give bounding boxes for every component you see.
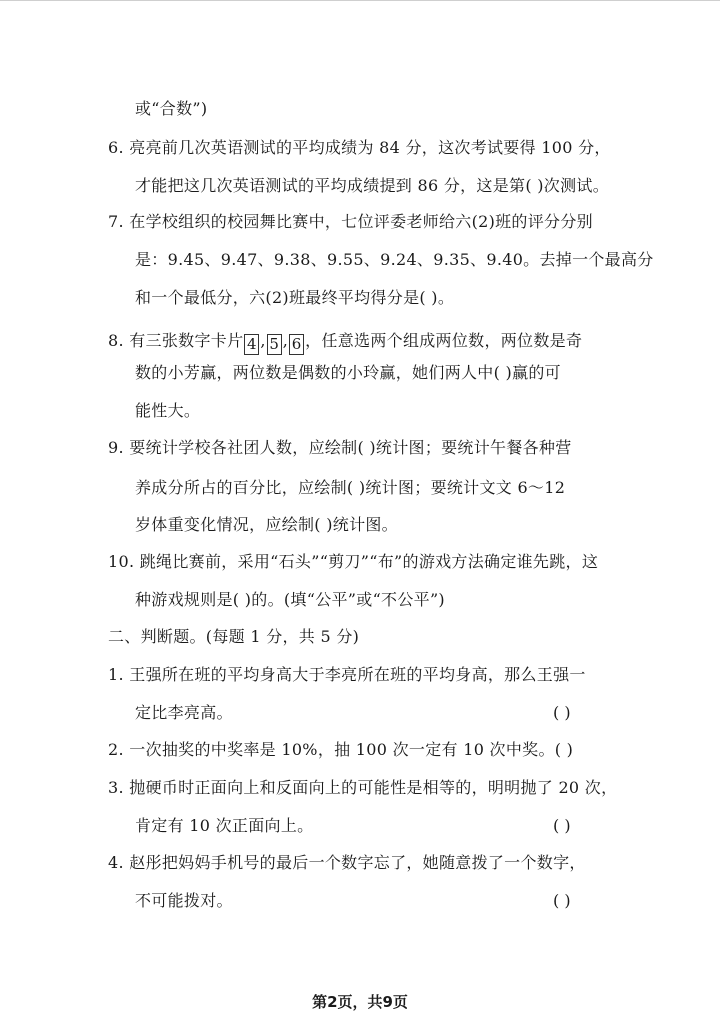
- question-number: 10.: [108, 552, 135, 571]
- judge-3-line-1: 3. 抛硬币时正面向上和反面向上的可能性是相等的，明明抛了 20 次，: [108, 778, 618, 797]
- question-9-line-2: 养成分所占的百分比，应绘制( )统计图；要统计文文 6～12: [135, 478, 566, 497]
- answer-parentheses: ( ): [553, 703, 571, 722]
- question-number: 1.: [108, 665, 124, 684]
- number-card: 5: [267, 334, 282, 355]
- question-number: 4.: [108, 853, 124, 872]
- question-number: 3.: [108, 778, 124, 797]
- question-8-line-3: 能性大。: [135, 401, 201, 420]
- question-8-line-2: 数的小芳赢，两位数是偶数的小玲赢，她们两人中( )赢的可: [135, 363, 561, 382]
- section-2-title: 二、判断题。(每题 1 分，共 5 分): [108, 627, 360, 646]
- question-number: 9.: [108, 438, 124, 457]
- question-9-line-1: 9. 要统计学校各社团人数，应绘制( )统计图；要统计午餐各种营: [108, 438, 572, 457]
- page-top-border: [0, 0, 720, 1]
- judge-4-line-2: 不可能拨对。: [135, 891, 233, 910]
- question-8-line-1: 8. 有三张数字卡片 4 , 5 , 6 ，任意选两个组成两位数，两位数是奇: [108, 331, 583, 353]
- question-6-line-1: 6. 亮亮前几次英语测试的平均成绩为 84 分，这次考试要得 100 分，: [108, 138, 611, 157]
- question-number: 7.: [108, 212, 124, 231]
- question-number: 8.: [108, 331, 124, 350]
- question-9-line-3: 岁体重变化情况，应绘制( )统计图。: [135, 515, 398, 534]
- question-10-line-2: 种游戏规则是( )的。(填“公平”或“不公平”): [135, 590, 445, 609]
- question-number: 6.: [108, 138, 124, 157]
- answer-parentheses: ( ): [553, 816, 571, 835]
- judge-3-line-2: 肯定有 10 次正面向上。: [135, 816, 314, 835]
- question-7-line-1: 7. 在学校组织的校园舞比赛中，七位评委老师给六(2)班的评分分别: [108, 212, 593, 231]
- judge-2-line-1: 2. 一次抽奖的中奖率是 10%，抽 100 次一定有 10 次中奖。( ): [108, 740, 574, 759]
- question-10-line-1: 10. 跳绳比赛前，采用“石头”“剪刀”“布”的游戏方法确定谁先跳，这: [108, 552, 599, 571]
- number-card: 4: [244, 334, 259, 355]
- judge-4-line-1: 4. 赵彤把妈妈手机号的最后一个数字忘了，她随意拨了一个数字，: [108, 853, 586, 872]
- q5-tail: 或“合数”): [135, 99, 208, 118]
- question-7-line-2: 是：9.45、9.47、9.38、9.55、9.24、9.35、9.40。去掉一个最高分: [135, 250, 654, 269]
- page-number-footer: 第2页，共9页: [312, 993, 408, 1011]
- number-card: 6: [289, 334, 304, 355]
- judge-1-line-1: 1. 王强所在班的平均身高大于李亮所在班的平均身高，那么王强一: [108, 665, 586, 684]
- question-6-line-2: 才能把这几次英语测试的平均成绩提到 86 分，这是第( )次测试。: [135, 176, 610, 195]
- answer-parentheses: ( ): [553, 891, 571, 910]
- question-7-line-3: 和一个最低分，六(2)班最终平均得分是( )。: [135, 288, 455, 307]
- judge-1-line-2: 定比李亮高。: [135, 703, 233, 722]
- question-number: 2.: [108, 740, 124, 759]
